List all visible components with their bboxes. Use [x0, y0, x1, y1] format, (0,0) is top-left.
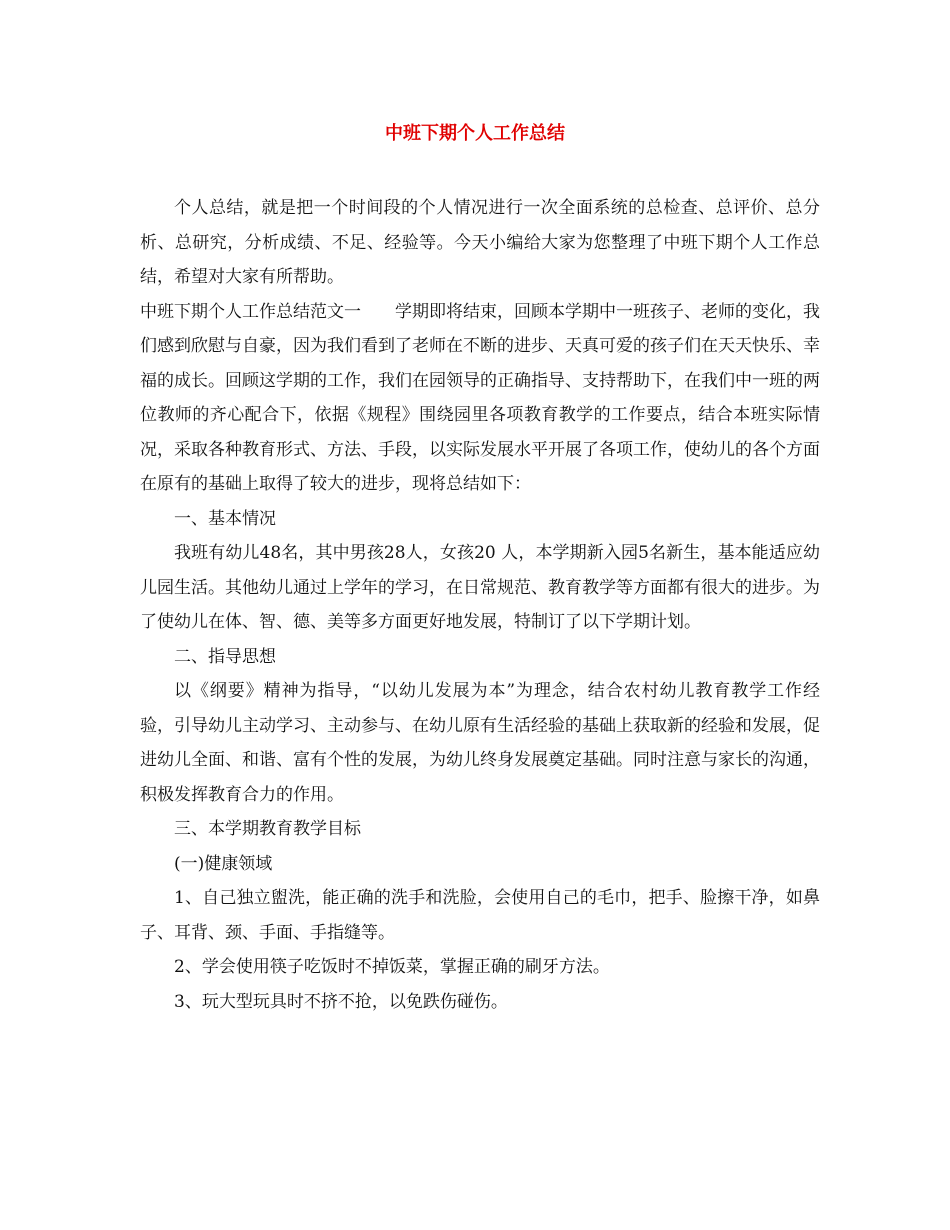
section-heading-basic: 一、基本情况 [174, 508, 276, 529]
basic-info-paragraph: 我班有幼儿48名，其中男孩28人，女孩20 人，本学期新入园5名新生，基本能适应幼儿园生活。其他幼儿通过上学年的学习，在日常规范、教育教学等方面都有很大的进步。为了使幼儿在体、智、德、美等多方面更好地发展，特制订了以下学期计划。 [140, 543, 820, 632]
list-item: 1、自己独立盥洗，能正确的洗手和洗脸，会使用自己的毛巾，把手、脸擦干净，如鼻子、耳背、颈、手面、手指缝等。 [140, 888, 820, 943]
document-body [140, 191, 820, 1019]
document-title: 中班下期个人工作总结 [385, 123, 565, 144]
section-heading-goals: 三、本学期教育教学目标 [174, 819, 361, 839]
section-heading-guidance: 二、指导思想 [174, 646, 276, 667]
intro-paragraph: 个人总结，就是把一个时间段的个人情况进行一次全面系统的总检查、总评价、总分析、总研究，分析成绩、不足、经验等。今天小编给大家为您整理了中班下期个人工作总结，希望对大家有所帮助。 [140, 198, 820, 287]
list-item: 3、玩大型玩具时不挤不抢，以免跌伤碰伤。 [174, 991, 508, 1012]
list-item: 2、学会使用筷子吃饭时不掉饭菜，掌握正确的刷牙方法。 [174, 957, 610, 977]
sample-heading-paragraph: 中班下期个人工作总结范文一 学期即将结束，回顾本学期中一班孩子、老师的变化，我们感到欣慰与自豪，因为我们看到了老师在不断的进步、天真可爱的孩子们在天天快乐、幸福的成长。回顾这学期的工作，我们在园领导的正确指导、支持帮助下，在我们中一班的两位教师的齐心配合下，依据《规程》围绕园里各项教育教学的工作要点，结合本班实际情况，采取各种教育形式、方法、手段，以实际发展水平开展了各项工作，使幼儿的各个方面在原有的基础上取得了较大的进步，现将总结如下： [140, 301, 820, 494]
guidance-paragraph: 以《纲要》精神为指导，“以幼儿发展为本”为理念，结合农村幼儿教育教学工作经验，引导幼儿主动学习、主动参与、在幼儿原有生活经验的基础上获取新的经验和发展，促进幼儿全面、和谐、富有个性的发展，为幼儿终身发展奠定基础。同时注意与家长的沟通，积极发挥教育合力的作用。 [140, 681, 820, 805]
subsection-heading-health: (一)健康领域 [174, 853, 273, 874]
